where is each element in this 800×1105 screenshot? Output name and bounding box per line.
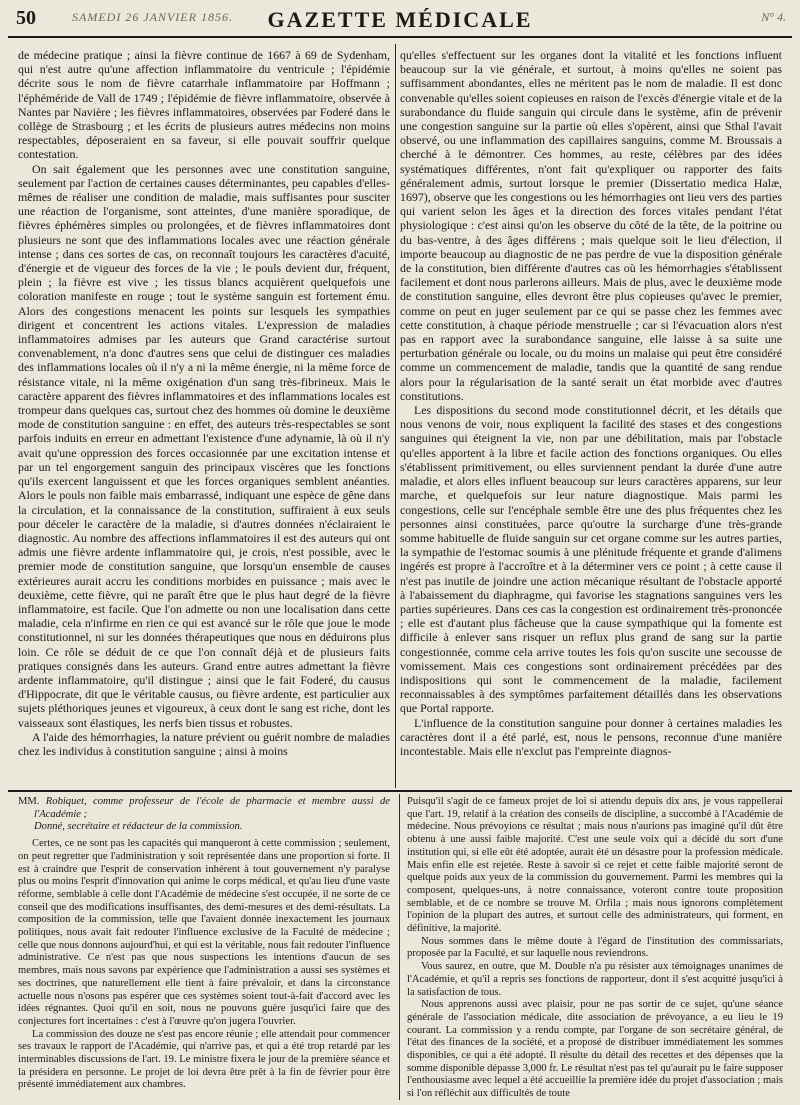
column-divider [395, 44, 396, 788]
paragraph: de médecine pratique ; ainsi la fièvre continue de 1667 à 69 de Sydenham, qui n'est autre qu'une affection inflammatoire du ventricule ; l'épidémie décrite sous le nom de fièvre catarrhale inflammatoire par Hoffmann ; l'éphéméride de Vall de 1749 ; l'épidémie de fièvre inflammatoire, observée à Nantes par Navière ; les fièvres inflammatoires, observées par Foderé dans le collège de Strasbourg ; et les écrits de plusieurs autres médecins non moins respectables, déposeraient en sa faveur, si elle pouvait souffrir quelque contestation. [18, 48, 390, 162]
column-divider [399, 794, 400, 1100]
paragraph: L'influence de la constitution sanguine pour donner à certaines maladies les caractères dont il a été parlé, est, nous le pensons, reconnue d'une manière incontestable. Mais elle n'exclut pas l'empreinte diagnos- [400, 715, 782, 758]
section-divider [8, 790, 792, 792]
paragraph: On sait également que les personnes avec une constitution sanguine, seulement par l'action de certaines causes déterminantes, peu capables d'elles-mêmes de réaliser une condition de maladie, mais suffisantes pour susciter une réaction de l'organisme, sont atteintes, d'une manière sporadique, de fièvres éphémères simples ou prolongées, et de fièvres inflammatoires dont plusieurs ne sont que des inflammations locales avec une réaction générale intense ; dans ces sortes de cas, on reconnaît toujours les caractères d'acuité, d'énergie et de vigueur des forces de la vie ; le pouls devient dur, fréquent, plein ; la fièvre est vive ; les tissus blancs acquièrent quelquefois une coloration manifeste en rouge ; tout le système sanguin est fortement ému. Alors des congestions menacent les points sur lesquels les sympathies dirigent et concentrent les actions vitales. L'expression de maladies inflammatoires admises par les auteurs que Grand caractérise surtout convenablement, n'a donc d'autres sens que celui de distinguer ces maladies des inflammations locales où il n'y a ni la même énergie, ni la même force de résistance vitale, ni la même oxigénation d'un sang très-fibrineux. Mais le caractère apparent des fièvres inflammatoires et des inflammations locales est trompeur dans quelques cas, surtout chez des hommes où domine le deuxième mode de constitution sanguine : en effet, des auteurs très-respectables se sont parfois induits en erreur en admettant l'existence d'une adynamie, là où il n'y avait qu'une oppression des forces occasionnée par une excitation intense et par un tel engorgement sanguin des principaux viscères que les fonctions qu'ils exercent languissent et que les forces organiques semblent anéanties. Alors le pouls non faible mais embarrassé, indiquant une espèce de gêne dans la circulation, et la connaissance de la constitution, suffiraient à eux seuls pour déceler le caractère de la maladie, si d'autres données n'éclairaient le diagnostic. Au nombre des affections inflammatoires il est des auteurs qui ont admis une fièvre ardente inflammatoire qui, je crois, n'est possible, avec le premier mode de constitution sanguine, que lorsqu'un ensemble de causes extérieures aurait accru les conditions morbides en puissance ; mais avec le deuxième, cette fièvre, qui ne paraît être que le plus haut degré de la fièvre inflammatoire, est facile. Que l'on admette ou non une localisation dans cette maladie, cela n'infirme en rien ce qui est avancé sur le rôle que joue le mode constitutionnel, ni sur les données thérapeutiques que nous en déduirons plus loin. Ce rôle se déduit de ce que l'on connaît déjà et de plusieurs faits pratiques consignés dans les auteurs. Grand entre autres admettant la fièvre ardente inflammatoire, qu'il distingue ; ainsi que le fait Foderé, du causus d'Hippocrate, dit que le véritable causus, ou fièvre ardente, est particulier aux sujets pléthoriques jeunes et vigoureux, à ceux dont le sang est riche, dont les vaisseaux sont élastiques, les nerfs bien tissus et robustes. [18, 161, 390, 730]
page-header [8, 0, 792, 38]
page-number: 50 [16, 7, 36, 29]
article-column-right [400, 48, 782, 786]
correspondence-column-right [407, 796, 783, 1101]
paragraph: Vous saurez, en outre, que M. Double n'a pu résister aux témoignages unanimes de l'Académie, et qu'il a repris ses fonctions de rapporteur, dont il s'est acquitté jusqu'ici à la satisfaction de tous. [407, 961, 783, 998]
issue-number: N° 4. [761, 10, 786, 24]
member-text: Donné, secrétaire et rédacteur de la commission. [34, 821, 243, 833]
member-entry [18, 796, 390, 821]
member-entry [18, 821, 390, 834]
paragraph: qu'elles s'effectuent sur les organes dont la vitalité et les fonctions influent beaucoup sur la vie générale, et surtout, à moins qu'elles ne soient pas suffisamment abondantes, elles ne méritent pas le nom de maladie. Il est donc convenable qu'elles soient copieuses en raison de l'excès d'énergie vitale et de la surabondance du fluide sanguin qui circule dans le système, afin de prévenir une congestion sanguine sur la partie où elles s'opèrent, ainsi que Sthal l'avait observé, ou une inflammation des capillaires sanguins, comme M. Broussais a cherché à le démontrer. Ces hommes, au reste, célèbres par des idées systématiques différentes, n'ont fait qu'expliquer ou rapporter des faits généralement admis, surtout lorsque le premier (Dissertatio medica Halæ, 1697), observe que les congestions ou les hémorrhagies ont lieu vers des parties qui varient selon les âges et la direction des forces vitales pendant l'état physiologique : c'est ainsi qu'on les observe du côté de la tête, de la poitrine ou du bas-ventre, à des âges différens ; mais quelque soit le lieu d'élection, il importe beaucoup au diagnostic de ne pas perdre de vue la disposition générale de la constitution, bien différente d'autres cas où les hémorrhagies s'établissent facilement et dont nous parlerons ailleurs. Mais de plus, avec le deuxième mode de constitution sanguine, elles devront être plus copieuses qu'avec le premier, comme on peut en juger seulement par ce qui se passe chez les femmes avec cette constitution, à chaque période menstruelle ; car si l'évacuation alors n'est pas en rapport avec la surabondance sanguine, elle laisse à sa suite une perturbation générale ou locale, ou du moins un malaise qui peut être considéré comme un commencement de maladie, tandis que la quantité de sang rendue alors pour la régularisation de la santé serait un état morbide avec d'autres constitutions. [400, 48, 782, 403]
paragraph: Certes, ce ne sont pas les capacités qui manqueront à cette commission ; seulement, on peut regretter que l'administration y soit représentée dans une proportion si forte. Il est à craindre que l'esprit de conservation inhérent à tout gouvernement n'y paralyse plus ou moins l'esprit d'innovation qui anime le corps médical, et qu'au lieu d'une vaste réforme, semblable à celle dont l'Académie de médecine s'est occupée, il ne sorte de ce conseil que des modifications insuffisantes, des demi-mesures et des demi-résultats. La composition de la commission, telle que l'avaient donnée inexactement les journaux politiques, nous avait fait redouter l'influence exclusive de la Faculté de médecine ; celle que nous donnons aujourd'hui, et qui est la véritable, nous fait redouter l'influence administrative. Ce n'est pas que nous suspections les intentions d'aucun de ses membres, mais nous savons par expérience que l'administration a aussi ses systèmes et ses doctrines, que naturellement elle tient à faire prévaloir, et dans la circonstance actuelle nous n'osons pas espérer que ces systèmes soient tout-à-fait d'accord avec les idées régnantes. Quoi qu'il en soit, nous ne pouvons guère jusqu'ici faire que des conjectures fort incertaines : c'est à l'œuvre qu'on jugera l'ouvrier. [18, 838, 390, 1027]
paragraph: A l'aide des hémorrhagies, la nature prévient ou guérit nombre de maladies chez les individus à constitution sanguine ; ainsi à moins [18, 729, 390, 758]
correspondence-column-left [18, 796, 390, 1101]
running-date: SAMEDI 26 JANVIER 1856. [72, 10, 233, 24]
paragraph: Nous apprenons aussi avec plaisir, pour ne pas sortir de ce sujet, qu'une séance générale de l'association médicale, dite association de prévoyance, a eu lieu le 19 courant. La commission y a rendu compte, par l'organe de son secrétaire général, de l'état des finances de la société, et a proposé de distribuer immédiatement les sommes disponibles, ce qui a été adopté. Il résulte du détail des recettes et des dépenses que la somme disponible dépasse 3,000 fr. Le résultat n'est pas tel qu'aurait pu le faire supposer l'enthousiasme avec lequel a été accueillie la première idée du projet d'association ; mais si l'on réfléchit aux difficultés de toute [407, 999, 783, 1100]
members-label: MM. [18, 796, 40, 807]
paragraph: Puisqu'il s'agit de ce fameux projet de loi si attendu depuis dix ans, je vous rappellerai que l'art. 19, relatif à la création des conseils de discipline, a succombé à l'Académie de médecine. Nous prévoyions ce résultat ; mais nous n'aurions pas imaginé qu'il dût être obtenu à une aussi faible majorité. C'est une seule voix qui a décidé du sort d'une institution qui, si elle eût été adoptée, aurait été un désastre pour la profession médicale. Mais enfin elle est rejetée. Reste à savoir si ce rejet et cette faible majorité seront de quelque poids aux yeux de la commission du gouvernement. Parmi les membres qui la composent, quelques-uns, à notre connaissance, voteront contre toute proposition semblable, et de ce nombre se trouve M. Orfila ; mais nous ignorons complètement l'opinion de la plupart des autres, et surtout celle des administrateurs, qui forment, en définitive, la majorité. [407, 796, 783, 935]
member-text: Robiquet, comme professeur de l'école de pharmacie et membre aussi de l'Académie ; [34, 796, 390, 820]
paragraph: Nous sommes dans le même doute à l'égard de l'institution des commissariats, proposée par la Faculté, et sur laquelle nous reviendrons. [407, 935, 783, 960]
paragraph: La commission des douze ne s'est pas encore réunie ; elle attendait pour commencer ses travaux le rapport de l'Académie, qui n'arrive pas, et qui a été trop retardé par les interminables discussions de l'art. 19. Le ministre fixera le jour de la première séance et la présidera en personne. Le projet de loi devra être prêt à la fin de février pour être présenté immédiatement aux chambres. [18, 1028, 390, 1091]
journal-title: GAZETTE MÉDICALE [267, 7, 533, 32]
paragraph: Les dispositions du second mode constitutionnel décrit, et les détails que nous venons de voir, nous expliquent la facilité des stases et des congestions sanguines qui éteignent la vie, non par une débilitation, mais par l'obstacle qu'elles apportent à la libre et facile action des fonctions organiques. Ou elles s'établissent primitivement, ou elles surviennent pendant la durée d'une autre maladie, et alors elles influent beaucoup sur leurs caractères apparens, sur leur marche, et quelquefois sur leur nature diagnostique. Mais parmi les congestions, celle sur l'encéphale semble être une des plus fréquentes chez les personnes ainsi constituées, parce qu'outre la surcharge d'une très-grande somme habituelle de fluide sanguin sur cet organe comme sur les autres parties, la sympathie de l'estomac soumis à une plénitude fréquente et grande d'alimens ingérés est propre à l'accroître et à la déterminer vers ce point ; à cette cause il n'est pas inutile de joindre une action mécanique résultant de l'obstacle apporté à l'abaissement du diaphragme, qui favorise les stagnations sanguines vers les parties supérieures. Dans ces cas la congestion est ordinairement très-prononcée ; elle est d'autant plus fâcheuse que la cause sympathique qui la fomente est difficile à enlever sans risquer un reflux plus grand de sang sur la partie congestionnée, comme cela arrive toutes les fois qu'on suscite une secousse de vomissement. Mais ces congestions sont ordinairement précédées par des indispositions qui sont le commencement de la maladie, facilement reconnaissables à des symptômes parfaitement détaillés dans les observations que Portal rapporte. [400, 403, 782, 716]
article-column-left [18, 48, 390, 786]
